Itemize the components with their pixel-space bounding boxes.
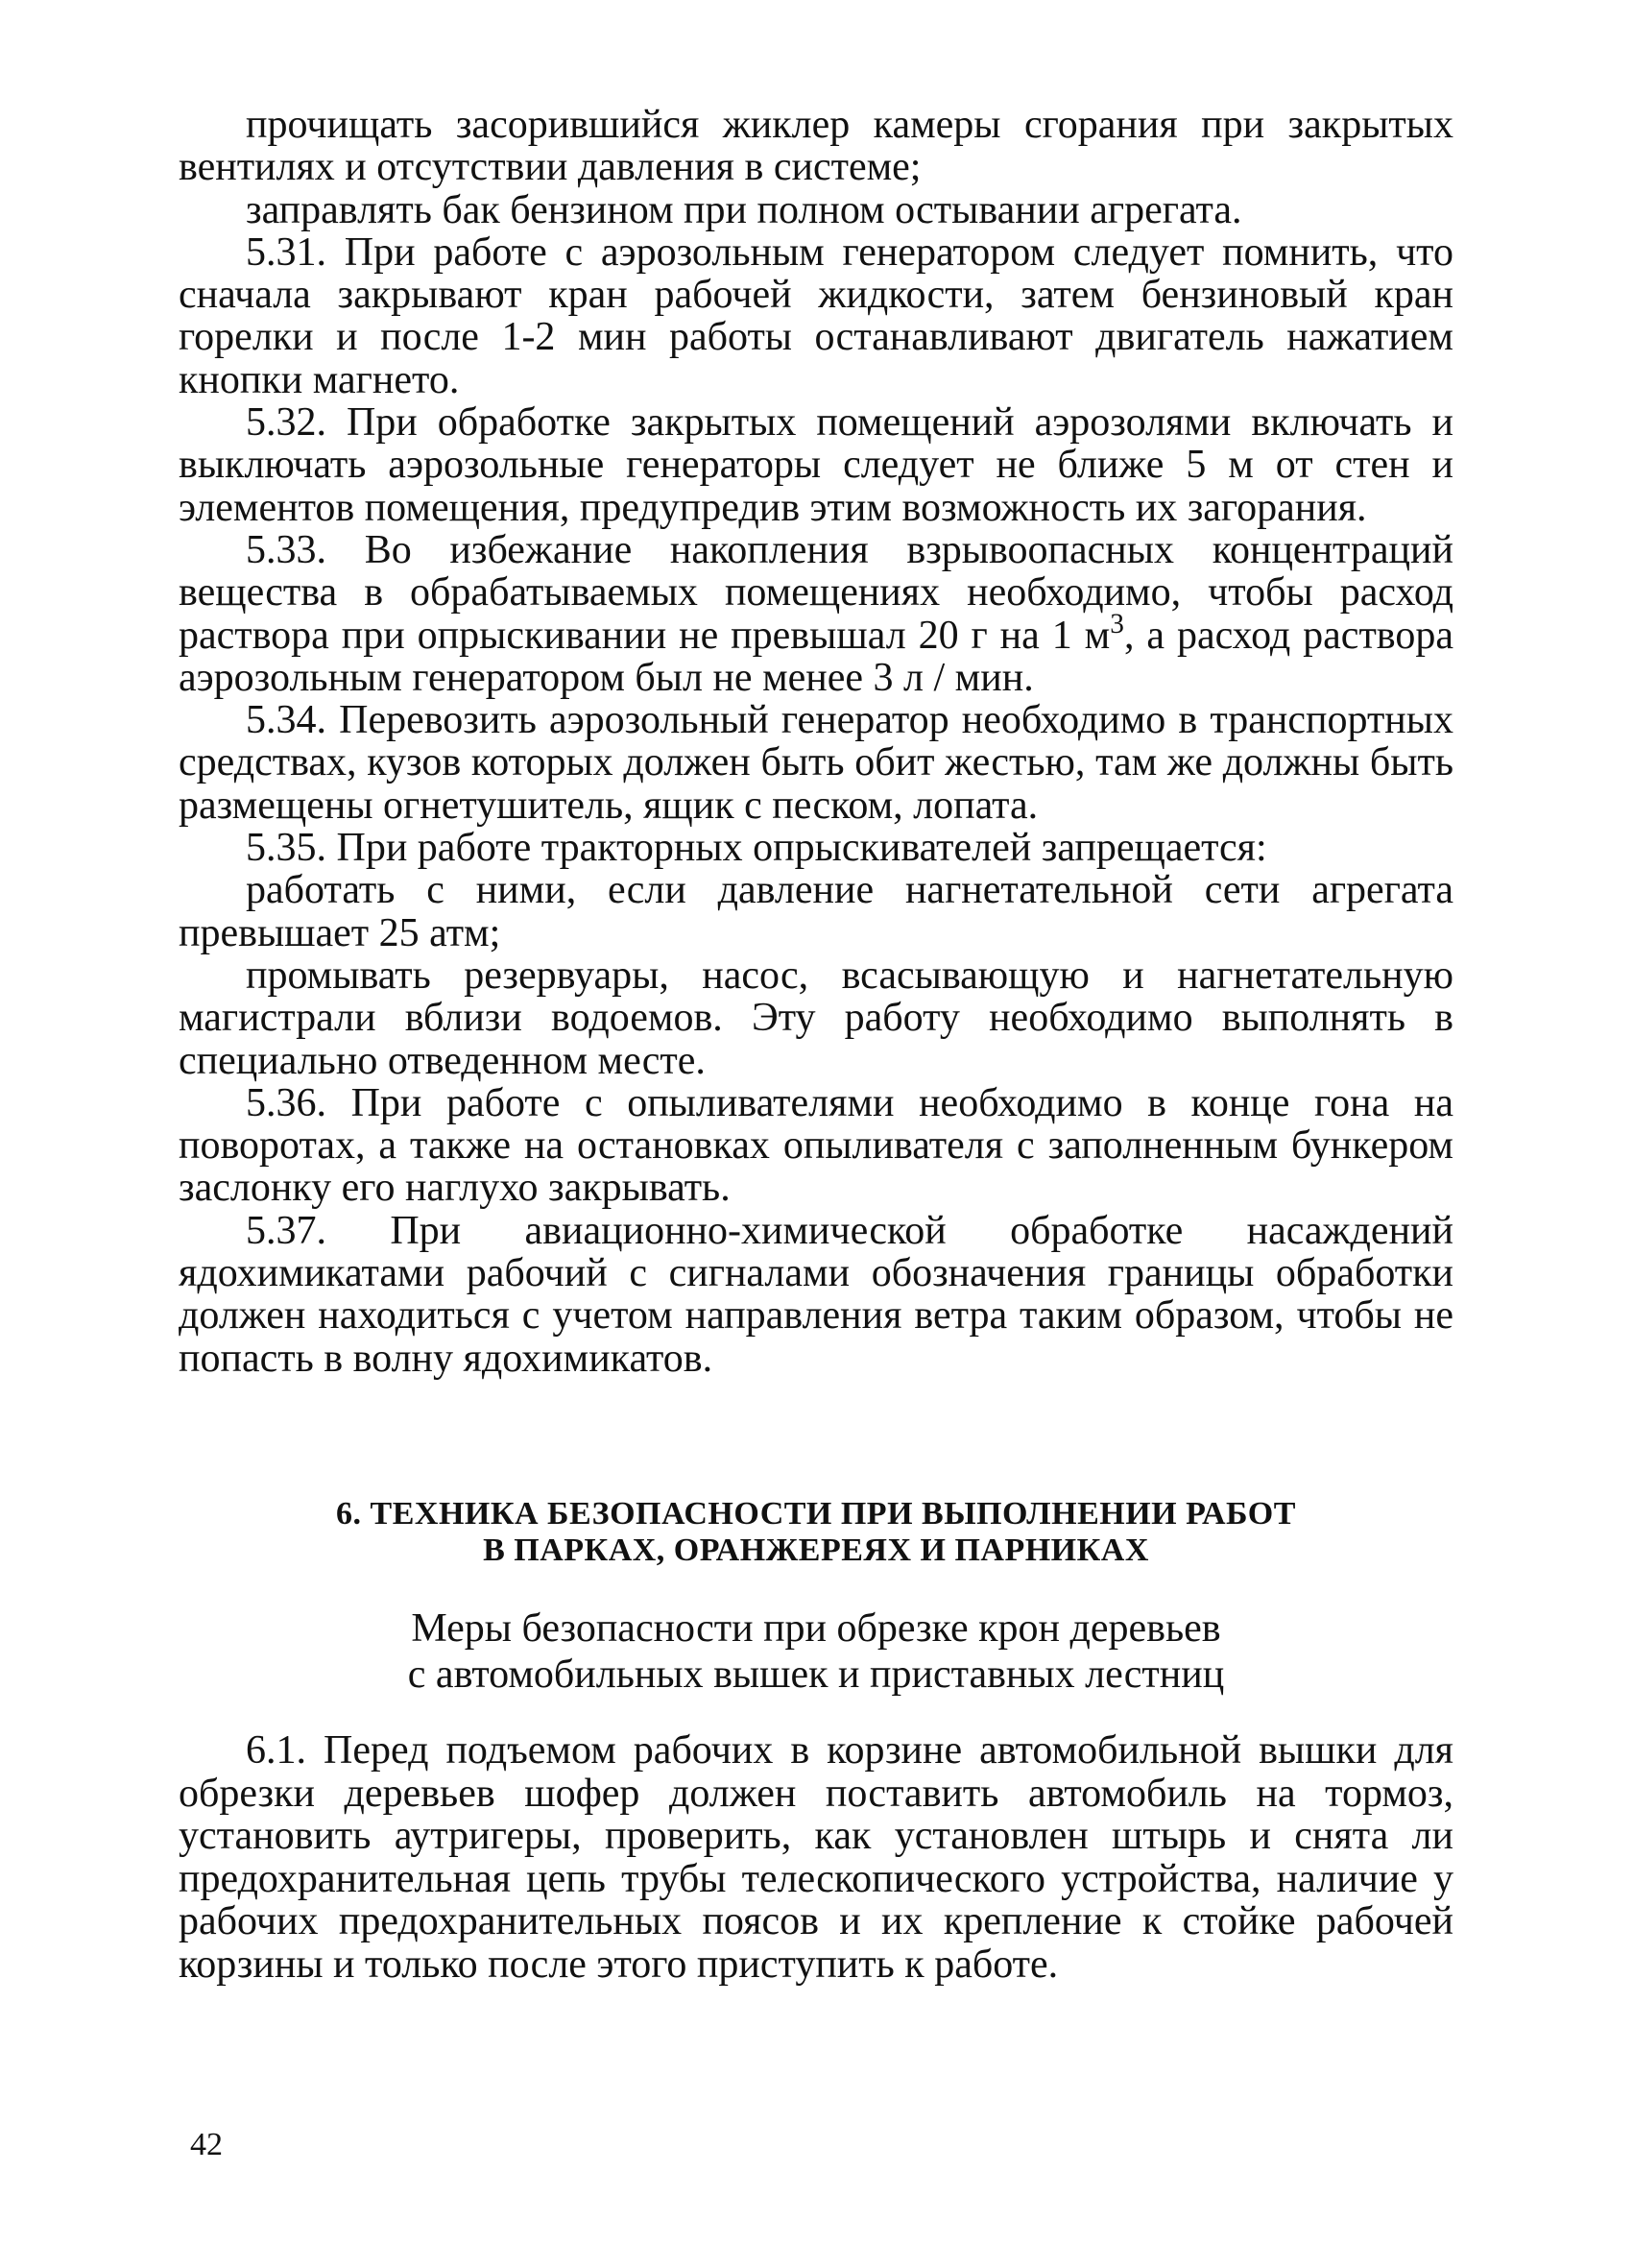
paragraph-rinsing: промывать резервуары, насос, всасывающую и нагнетательную магистрали вблизи водоемов. Эту работу необходимо выполнять в специально отведенном месте. <box>179 953 1453 1083</box>
superscript-cubic: 3 <box>1110 608 1124 639</box>
paragraph-5-37: 5.37. При авиационно-химической обработке насаждений ядохимикатами рабочий с сигналами обозначения границы обработки должен находиться с учетом направления ветра таким образом, чтобы не попасть в волну ядохимикатов. <box>179 1208 1453 1381</box>
paragraph-5-35: 5.35. При работе тракторных опрыскивателей запрещается: <box>246 826 1267 871</box>
paragraph-cleaning-jet: прочищать засорившийся жиклер камеры сгорания при закрытых вентилях и отсутствии давления в системе; <box>179 103 1453 190</box>
page-number: 42 <box>190 2127 223 2162</box>
subsection-heading-line-1: Меры безопасности при обрезке крон деревьев <box>411 1606 1221 1651</box>
section-heading <box>179 1496 1453 1569</box>
paragraph-5-33-text: 5.33. Во избежание накопления взрывоопасных концентраций вещества в обрабатываемых помещениях необходимо, чтобы расход раствора при опрыскивании не превышал 20 г на 1 м <box>179 527 1453 658</box>
body-text <box>179 104 1453 1380</box>
paragraph-5-34: 5.34. Перевозить аэрозольный генератор необходимо в транспортных средствах, кузов которых должен быть обит жестью, там же должны быть размещены огнетушитель, ящик с песком, лопата. <box>179 698 1453 828</box>
subsection-heading-line-2: с автомобильных вышек и приставных лестниц <box>407 1653 1225 1697</box>
paragraph-5-36: 5.36. При работе с опыливателями необходимо в конце гона на поворотах, а также на остановках опыливателя с заполненным бункером заслонку его наглухо закрывать. <box>179 1080 1453 1211</box>
section-heading-line-2: В ПАРКАХ, ОРАНЖЕРЕЯХ И ПАРНИКАХ <box>483 1532 1149 1568</box>
paragraph-5-33-text-end: , а расход раствора аэрозольным генератором был не менее 3 л / мин. <box>179 613 1453 700</box>
paragraph-5-31: 5.31. При работе с аэрозольным генератором следует помнить, что сначала закрывают кран рабочей жидкости, затем бензиновый кран горелки и после 1-2 мин работы останавливают двигатель нажатием кнопки магнето. <box>179 229 1453 402</box>
section-6-headings <box>179 1496 1453 1698</box>
section-6-body <box>179 1729 1453 1986</box>
subsection-heading <box>179 1605 1453 1698</box>
paragraph-6-1: 6.1. Перед подъемом рабочих в корзине автомобильной вышки для обрезки деревьев шофер должен поставить автомобиль на тормоз, установить аутригеры, проверить, как установлен штырь и снята ли предохранительная цепь трубы телескопического устройства, наличие у рабочих предохранительных поясов и их крепление к стойке рабочей корзины и только после этого приступить к работе. <box>179 1728 1453 1987</box>
paragraph-5-32: 5.32. При обработке закрытых помещений аэрозолями включать и выключать аэрозольные генераторы следует не ближе 5 м от стен и элементов помещения, предупредив этим возможность их загорания. <box>179 400 1453 530</box>
paragraph-pressure: работать с ними, если давление нагнетательной сети агрегата превышает 25 атм; <box>179 868 1453 955</box>
paragraph-refuel: заправлять бак бензином при полном остывании агрегата. <box>246 187 1242 232</box>
section-heading-line-1: 6. ТЕХНИКА БЕЗОПАСНОСТИ ПРИ ВЫПОЛНЕНИИ РАБОТ <box>336 1496 1296 1532</box>
paragraph-5-33 <box>179 529 1453 699</box>
